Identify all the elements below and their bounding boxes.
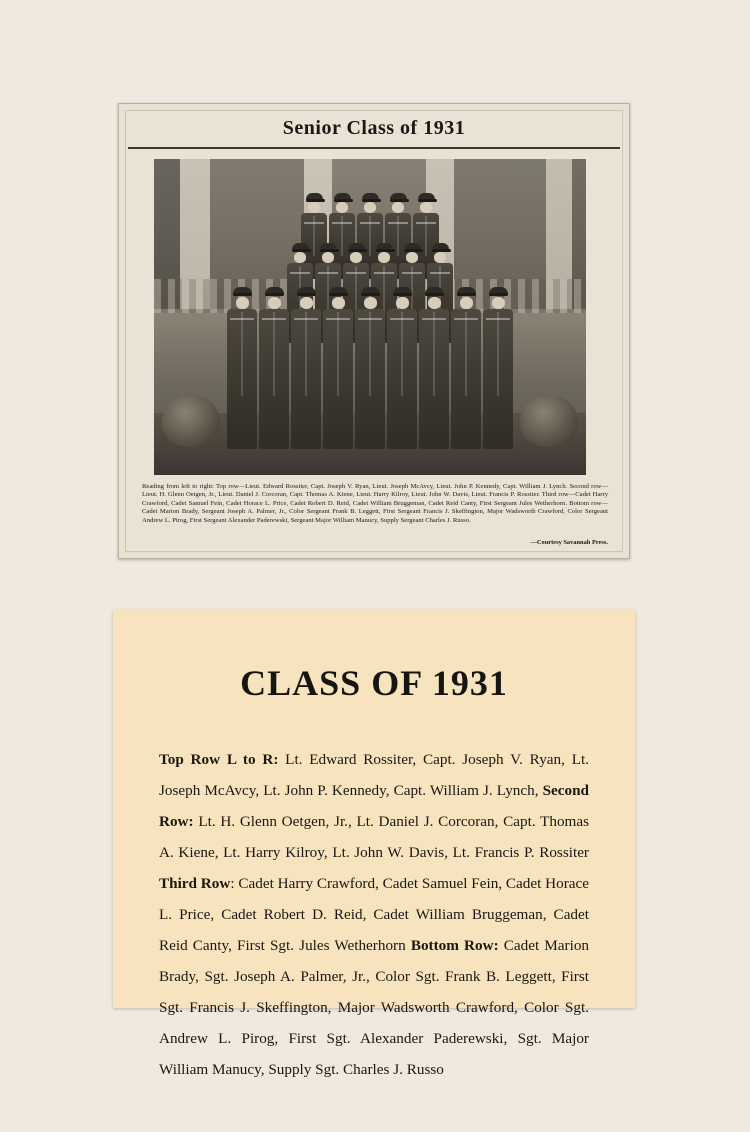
cadet-face <box>332 297 345 309</box>
cadet-cap-icon <box>329 287 348 296</box>
cadet-cap-icon <box>233 287 252 296</box>
cadet-cap-icon <box>393 287 412 296</box>
cadet-face <box>322 252 334 263</box>
third-row-label: Third Row <box>159 875 231 892</box>
newspaper-clipping <box>118 103 630 559</box>
cadet-cap-icon <box>425 287 444 296</box>
cadet-face <box>406 252 418 263</box>
cadet-cap-icon <box>297 287 316 296</box>
cadet-cap-icon <box>320 243 337 251</box>
clipping-inner-frame <box>125 110 623 552</box>
cadet-face <box>396 297 409 309</box>
cadet-cap-icon <box>404 243 421 251</box>
cadet-face <box>460 297 473 309</box>
cadet-uniform <box>419 309 449 449</box>
cadet-face <box>392 202 404 213</box>
cadet-uniform <box>291 309 321 449</box>
top-row-names: Lt. Edward Rossiter, Capt. Joseph V. Ryan, Lt. Joseph McAvcy, Lt. John P. Kennedy, Capt. William J. Lynch, <box>159 751 590 799</box>
photo-caption: Reading from left to right: Top row—Lieut. Edward Rossiter, Capt. Joseph V. Ryan, Lieut. Joseph McAvcy, Lieut. John P. Kennedy, Capt. William J. Lynch. Second row—Lieut. H. Glenn Oetgen, Jr., Lieut. Daniel J. Corcoran, Capt. Thomas A. Kiene, Lieut. Harry Kilroy, Lieut. John W. Davis, Lieut. Francis P. Rossiter. Third row—Cadet Harry Crawford, Cadet Samuel Fein, Cadet Horace L. Price, Cadet Robert D. Reid, Cadet William Bruggeman, Cadet Reid Canty, First Sergeant Jules Wetherhorn. Bottom row—Cadet Marion Brady, Sergeant Joseph A. Palmer, Jr., Color Sergeant Frank B. Leggett, First Sergeant Francis J. Skeffington, Major Wadsworth Crawford, Color Sergeant Andrew L. Pirog, First Sergeant Alexander Paderewski, Sergeant Major William Manucy, Supply Sergeant Charles J. Russo. <box>142 483 608 524</box>
cadet-face <box>428 297 441 309</box>
cadet-face <box>268 297 281 309</box>
cadet-face <box>350 252 362 263</box>
cadet-cap-icon <box>376 243 393 251</box>
card-roster-text: Top Row L to R: Lt. Edward Rossiter, Capt. Joseph V. Ryan, Lt. Joseph McAvcy, Lt. John P. Kennedy, Capt. William J. Lynch, Second Row: Lt. H. Glenn Oetgen, Jr., Lt. Daniel J. Corcoran, Capt. Thomas A. Kiene, Lt. Harry Kilroy, Lt. John W. Davis, Lt. Francis P. Rossiter Third Row: Cadet Harry Crawford, Cadet Samuel Fein, Cadet Horace L. Price, Cadet Robert D. Reid, Cadet William Bruggeman, Cadet Reid Canty, First Sgt. Jules Wetherhorn Bottom Row: Cadet Marion Brady, Sgt. Joseph A. Palmer, Jr., Color Sgt. Frank B. Leggett, First Sgt. Francis J. Skeffington, Major Wadsworth Crawford, Color Sgt. Andrew L. Pirog, First Sgt. Alexander Paderewski, Sgt. Major William Manucy, Supply Sgt. Charles J. Russo <box>159 751 590 1078</box>
cadet-cap-icon <box>489 287 508 296</box>
photo-courtesy-credit: —Courtesy Savannah Press. <box>530 539 608 546</box>
cadet-uniform <box>323 309 353 449</box>
cadet-cap-icon <box>265 287 284 296</box>
cadet-face <box>294 252 306 263</box>
cadet-face <box>364 202 376 213</box>
cadet-face <box>378 252 390 263</box>
cadet-cap-icon <box>292 243 309 251</box>
cadet-figure <box>291 287 321 449</box>
cadet-cap-icon <box>362 193 379 201</box>
cadet-cap-icon <box>306 193 323 201</box>
photo-row-front <box>154 287 586 449</box>
cadet-face <box>492 297 505 309</box>
cadet-uniform <box>259 309 289 449</box>
cadet-cap-icon <box>418 193 435 201</box>
cadet-cap-icon <box>432 243 449 251</box>
cadet-face <box>434 252 446 263</box>
cadet-uniform <box>355 309 385 449</box>
third-row-names: Cadet Harry Crawford, Cadet Samuel Fein, Cadet Horace L. Price, Cadet Robert D. Reid, Cadet William Bruggeman, Cadet Reid Canty, First Sgt. Jules Wetherhorn <box>159 875 589 954</box>
class-caption-card <box>113 610 635 1078</box>
cadet-figure <box>419 287 449 449</box>
cadet-face <box>336 202 348 213</box>
second-row-names: Lt. H. Glenn Oetgen, Jr., Lt. Daniel J. Corcoran, Capt. Thomas A. Kiene, Lt. Harry Kilroy, Lt. John W. Davis, Lt. Francis P. Rossiter <box>159 813 590 861</box>
cadet-figure <box>323 287 353 449</box>
cadet-cap-icon <box>334 193 351 201</box>
cadet-figure <box>355 287 385 449</box>
cadet-figure <box>451 287 481 449</box>
cadet-face <box>364 297 377 309</box>
cadet-figure <box>227 287 257 449</box>
second-row-label: Second Row: <box>159 782 589 830</box>
clipping-headline: Senior Class of 1931 <box>128 111 620 149</box>
cadet-cap-icon <box>390 193 407 201</box>
cadet-figure <box>259 287 289 449</box>
cadet-cap-icon <box>457 287 476 296</box>
cadet-uniform <box>387 309 417 449</box>
cadet-uniform <box>451 309 481 449</box>
cadet-face <box>236 297 249 309</box>
top-row-label: Top Row L to R: <box>159 751 279 768</box>
cadet-figure <box>387 287 417 449</box>
cadet-cap-icon <box>361 287 380 296</box>
card-title: CLASS OF 1931 <box>240 663 508 703</box>
class-photograph <box>154 159 586 475</box>
cadet-uniform <box>227 309 257 449</box>
cadet-figure <box>483 287 513 449</box>
cadet-face <box>420 202 432 213</box>
cadet-cap-icon <box>348 243 365 251</box>
cadet-face <box>300 297 313 309</box>
bottom-row-label: Bottom Row: <box>410 937 499 954</box>
cadet-uniform <box>483 309 513 449</box>
bottom-row-names: Cadet Marion Brady, Sgt. Joseph A. Palmer, Jr., Color Sgt. Frank B. Leggett, First Sgt. Francis J. Skeffington, Major Wadsworth Crawford, Color Sgt. Andrew L. Pirog, First Sgt. Alexander Paderewski, Sgt. Major William Manucy, Supply Sgt. Charles J. Russo <box>159 937 590 1078</box>
cadet-face <box>308 202 320 213</box>
